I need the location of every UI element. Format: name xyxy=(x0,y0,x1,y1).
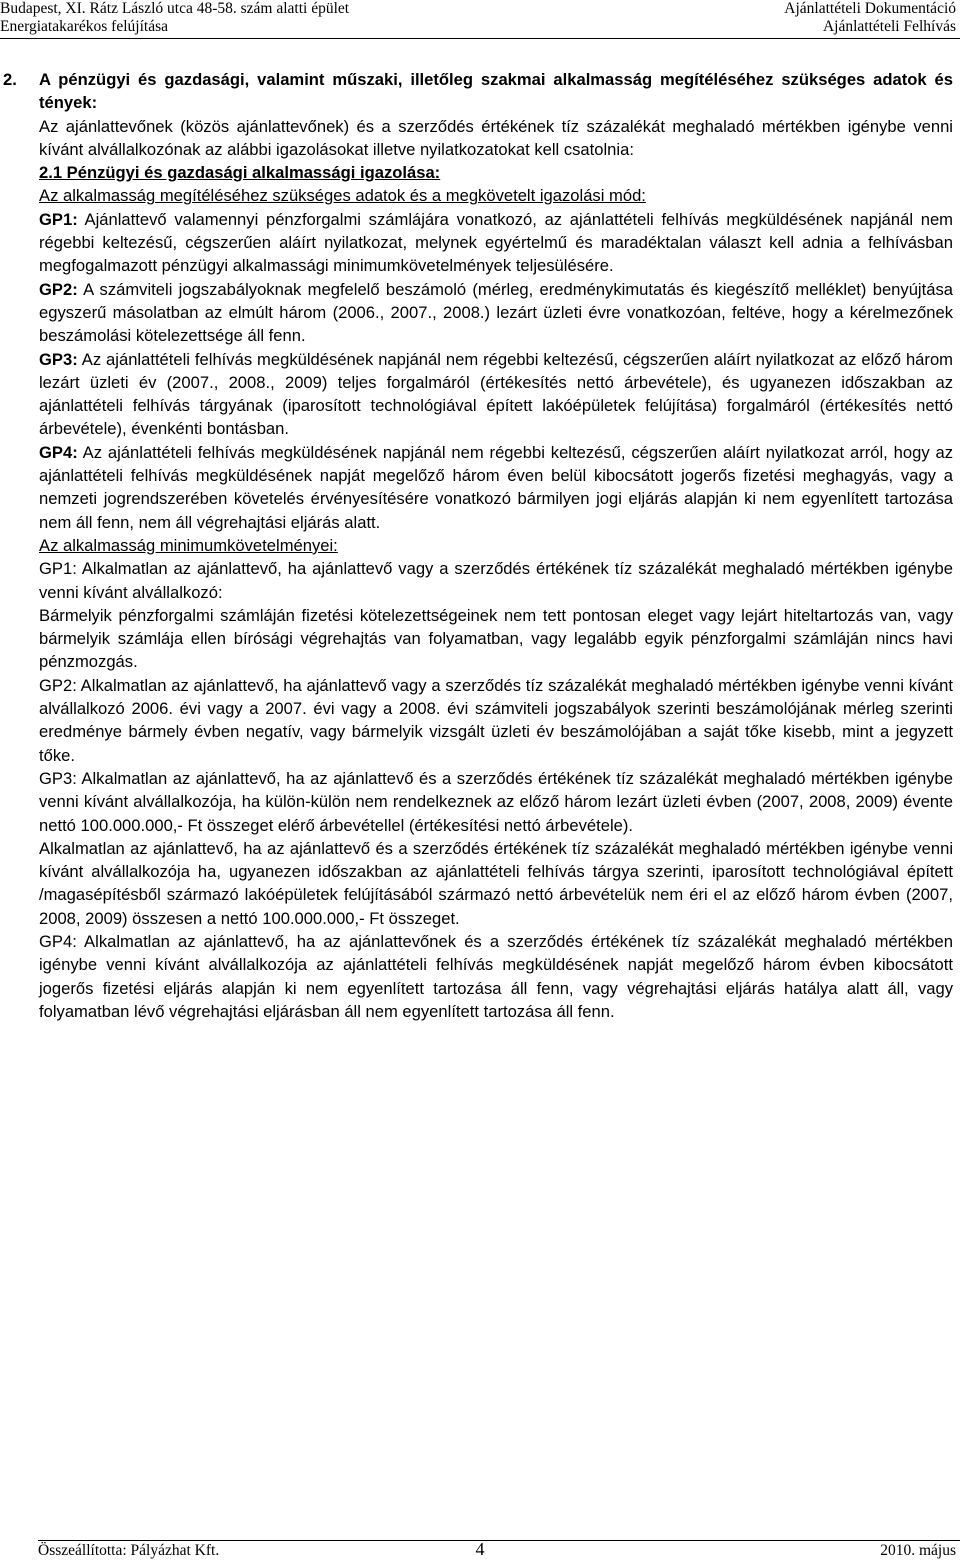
minimum-requirements-heading: Az alkalmasság minimumkövetelményei: xyxy=(39,535,338,555)
requirement-code: GP2: xyxy=(39,279,78,299)
requirement-text: Az ajánlattételi felhívás megküldésének napjánál nem régebbi keltezésű, cégszerűen aláírt nyilatkozat arról, hogy az ajánlattételi felhívás megküldésének napját megelőző három éven belül kibocsátott jogerős fizetési meghagyás, vagy a nemzeti jogrendszerében követelés érvényesítésére vonatkozó bármilyen jogi eljárás alapján ki nem egyenlített tartozása nem áll fenn, nem áll végrehajtási eljárás alatt. xyxy=(39,442,953,532)
page-footer xyxy=(0,1541,960,1559)
requirement-gp2 xyxy=(39,278,953,348)
section-heading xyxy=(3,68,953,115)
requirement-code: GP1: xyxy=(39,209,78,229)
requirement-gp4 xyxy=(39,441,953,534)
document-body xyxy=(3,68,953,1023)
requirement-text: Ajánlattevő valamennyi pénzforgalmi számlájára vonatkozó, az ajánlattételi felhívás megküldésének napjánál nem régebbi keltezésű, cégszerűen aláírt nyilatkozat, melynek egyértelmű és maradéktalan választ kell adnia a felhívásban megfogalmazott pénzügyi alkalmassági minimumkövetelmények teljesülésére. xyxy=(39,209,953,276)
minimum-gp1-detail: Bármelyik pénzforgalmi számláján fizetési kötelezettségeinek nem tett pontosan eleget vagy lejárt hiteltartozás van, vagy bármelyik számlája ellen bírósági végrehajtás van folyamatban, vagy legalább egyik pénzforgalmi számláján nincs havi pénzmozgás. xyxy=(39,605,953,672)
requirement-gp3 xyxy=(39,348,953,441)
page-number: 4 xyxy=(475,1539,485,1559)
header-divider xyxy=(0,38,960,39)
footer-author: Összeállította: Pályázhat Kft. xyxy=(38,1542,220,1559)
section-intro: Az ajánlattevőnek (közös ajánlattevőnek) és a szerződés értékének tíz százalékát meghaladó mértékben igénybe venni kívánt alvállalkozónak az alábbi igazolásokat illetve nyilatkozatokat kell csatolnia: xyxy=(39,116,953,159)
subsection-heading: 2.1 Pénzügyi és gazdasági alkalmassági igazolása: xyxy=(39,163,441,183)
section-number: 2. xyxy=(3,70,17,89)
header-project-subtitle: Energiatakarékos felújítása xyxy=(0,18,168,35)
requirement-code: GP3: xyxy=(39,349,78,369)
minimum-gp3-first: GP3: Alkalmatlan az ajánlattevő, ha az ajánlattevő és a szerződés értékének tíz százalékát meghaladó mértékben igénybe venni kívánt alvállalkozója, ha külön-külön nem rendelkeznek az előző három lezárt üzleti évben (2007, 2008, 2009) évente nettó 100.000.000,- Ft összeget elérő árbevétellel (értékesítési nettó árbevétele). xyxy=(39,768,953,835)
requirement-code: GP4: xyxy=(39,442,78,462)
minimum-gp2: GP2: Alkalmatlan az ajánlattevő, ha ajánlattevő vagy a szerződés tíz százalékát meghaladó mértékben igénybe venni kívánt alvállalkozó 2006. évi vagy a 2007. évi vagy a 2008. évi számviteli jogszabályok szerinti beszámolójának mérleg szerinti eredménye bármely évben negatív, vagy bármelyik vizsgált üzleti év beszámolójában a saját tőke kisebb, mint a jegyzett tőke. xyxy=(39,675,953,765)
page-header xyxy=(0,0,960,38)
minimum-gp4: GP4: Alkalmatlan az ajánlattevő, ha az ajánlattevőnek és a szerződés értékének tíz százalékát meghaladó mértékben igénybe venni kívánt alvállalkozója az ajánlattételi felhívás megküldésének napját megelőző három évben kibocsátott jogerős fizetési eljárás alapján ki nem egyenlített tartozása áll fenn, vagy végrehajtási eljárás hatálya alatt áll, vagy folyamatban lévő végrehajtási eljárásban áll nem egyenlített tartozása áll fenn. xyxy=(39,931,953,1021)
requirement-text: Az ajánlattételi felhívás megküldésének napjánál nem régebbi keltezésű, cégszerűen aláírt nyilatkozat az előző három lezárt üzleti év (2007., 2008., 2009) teljes forgalmáról (értékesítés nettó árbevétele), és ugyanezen időszakban az ajánlattételi felhívás tárgyának (iparosított technológiával épített lakóépületek felújítása) forgalmáról (értékesítés nettó árbevétele), évenkénti bontásban. xyxy=(39,349,953,439)
header-document-part: Ajánlattételi Felhívás xyxy=(822,18,956,35)
header-project-title: Budapest, XI. Rátz László utca 48-58. szám alatti épület xyxy=(0,0,350,17)
requirement-text: A számviteli jogszabályoknak megfelelő beszámoló (mérleg, eredménykimutatás és kiegészítő melléklet) benyújtása egyszerű másolatban az elmúlt három (2006., 2007., 2008.) lezárt üzleti évre vonatkozóan, feltéve, hogy a kérelmezőnek beszámolási kötelezettsége áll fenn. xyxy=(39,279,953,346)
minimum-gp1-intro: GP1: Alkalmatlan az ajánlattevő, ha ajánlattevő vagy a szerződés értékének tíz százalékát meghaladó mértékben igénybe venni kívánt alvállalkozó: xyxy=(39,559,953,602)
section-title: A pénzügyi és gazdasági, valamint műszaki, illetőleg szakmai alkalmasság megítéléséhez szükséges adatok és tények: xyxy=(39,70,953,113)
method-heading: Az alkalmasság megítéléséhez szükséges adatok és a megkövetelt igazolási mód: xyxy=(39,186,646,206)
minimum-gp3-second: Alkalmatlan az ajánlattevő, ha az ajánlattevő és a szerződés értékének tíz százalékát meghaladó mértékben igénybe venni kívánt alvállalkozója ha, ugyanezen időszakban az ajánlattételi felhívás tárgya szerinti, iparosított technológiával épített /magasépítésből származó lakóépületek felújításából származó nettó árbevételük nem éri el az előző három évben (2007, 2008, 2009) összesen a nettó 100.000.000,- Ft összeget. xyxy=(39,838,953,928)
header-document-type: Ajánlattételi Dokumentáció xyxy=(784,0,956,17)
requirement-gp1 xyxy=(39,208,953,278)
footer-date: 2010. május xyxy=(880,1542,956,1559)
